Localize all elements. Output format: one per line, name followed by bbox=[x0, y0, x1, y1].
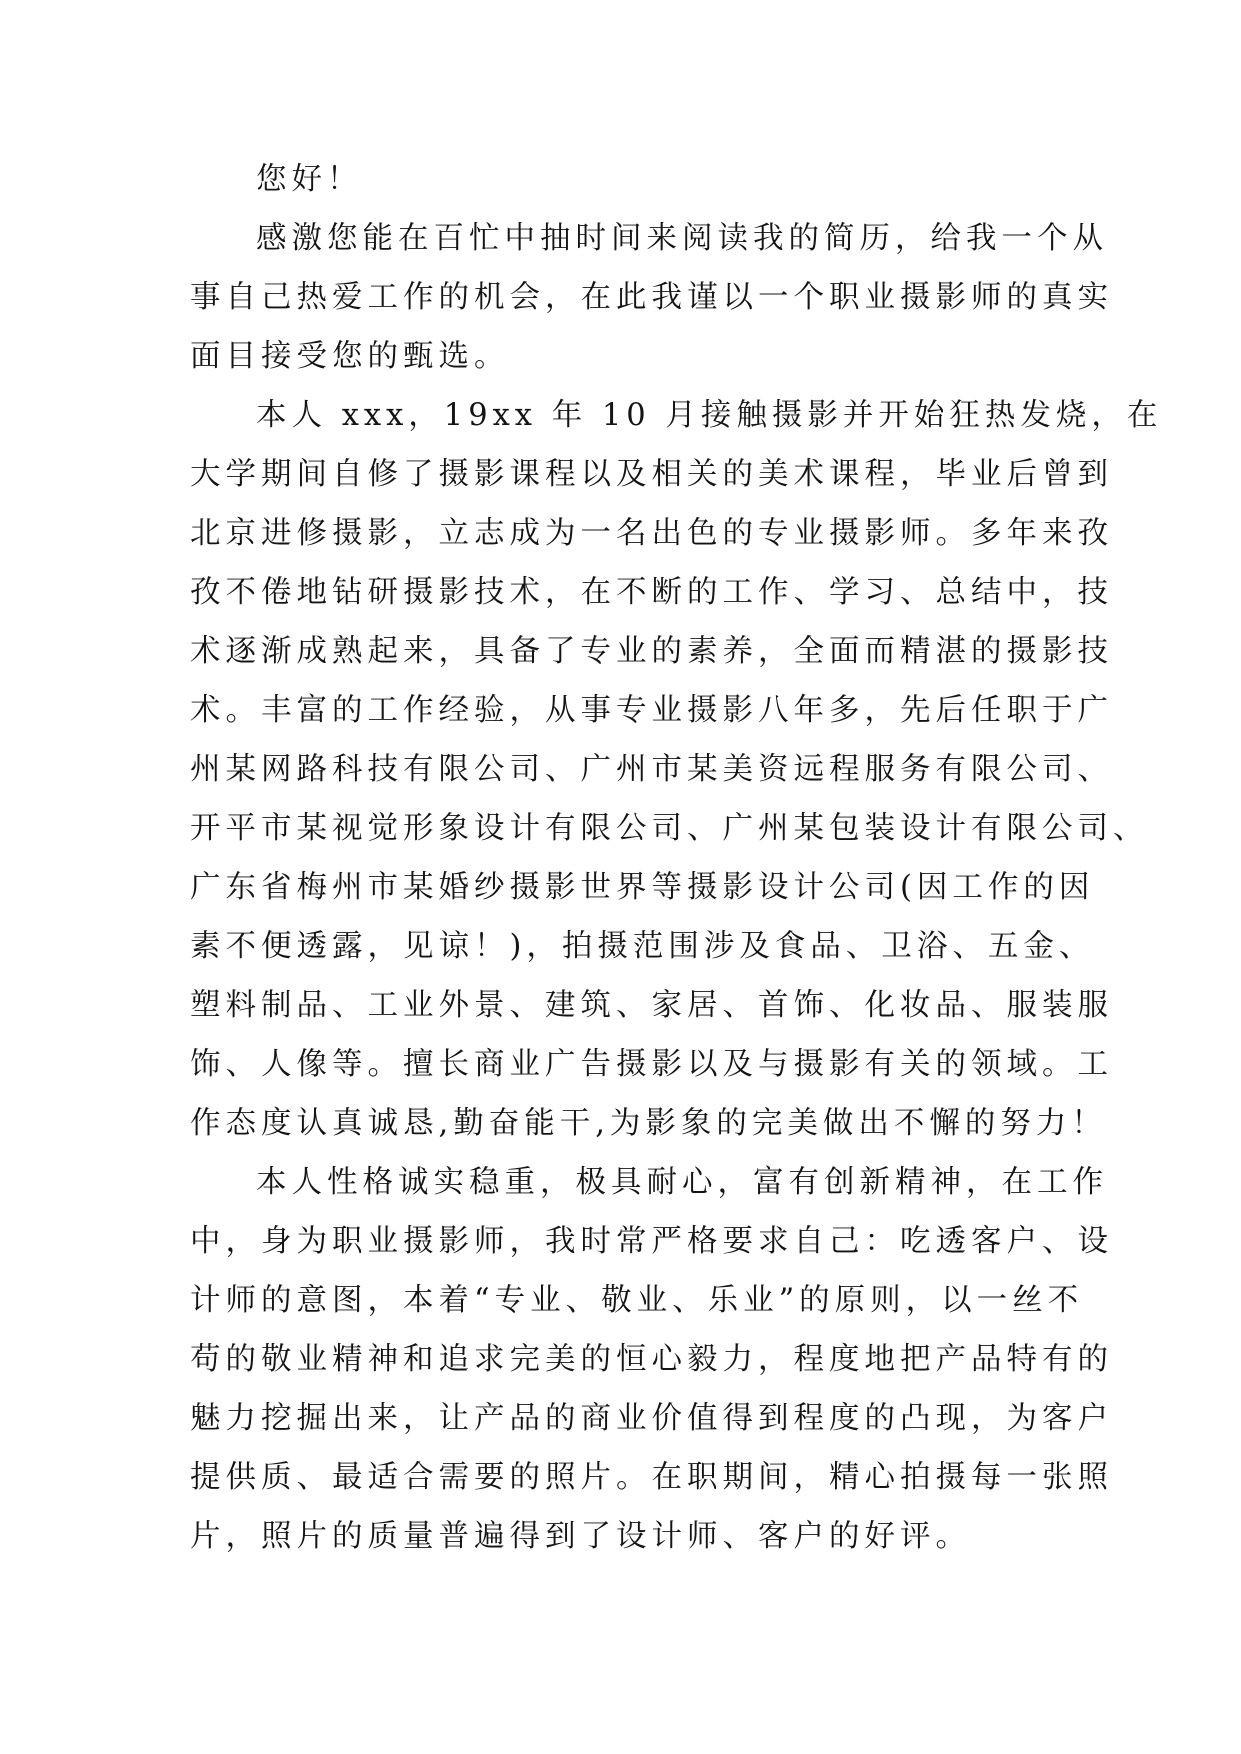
text-line: 大学期间自修了摄影课程以及相关的美术课程，毕业后曾到 bbox=[190, 457, 1113, 492]
text-line: 素不便透露，见谅！)，拍摄范围涉及食品、卫浴、五金、 bbox=[190, 929, 1095, 964]
text-line: 术。丰富的工作经验，从事专业摄影八年多，先后任职于广 bbox=[190, 693, 1113, 728]
text-line: 感激您能在百忙中抽时间来阅读我的简历，给我一个从 bbox=[256, 221, 1108, 256]
text-line: 州某网路科技有限公司、广州市某美资远程服务有限公司、 bbox=[190, 752, 1113, 787]
text-line: 计师的意图，本着“专业、敬业、乐业”的原则，以一丝不 bbox=[190, 1283, 1084, 1318]
paragraph-3 bbox=[190, 1153, 1113, 1566]
text-line: 孜不倦地钻研摄影技术，在不断的工作、学习、总结中，技 bbox=[190, 575, 1113, 610]
text-line: 提供质、最适合需要的照片。在职期间，精心拍摄每一张照 bbox=[190, 1460, 1113, 1495]
text-line: 本人性格诚实稳重，极具耐心，富有创新精神，在工作 bbox=[256, 1165, 1108, 1200]
text-line: 饰、人像等。擅长商业广告摄影以及与摄影有关的领域。工 bbox=[190, 1047, 1113, 1082]
text-line: 面目接受您的甄选。 bbox=[190, 339, 510, 374]
paragraph-1 bbox=[190, 209, 1113, 386]
text-line: 开平市某视觉形象设计有限公司、广州某包装设计有限公司、 bbox=[190, 811, 1149, 846]
paragraph-2 bbox=[190, 386, 1163, 1153]
text-line: 作态度认真诚恳,勤奋能干,为影象的完美做出不懈的努力！ bbox=[190, 1106, 1107, 1141]
letter-body bbox=[190, 150, 1163, 1566]
text-line: 本人 xxx，19xx 年 10 月接触摄影并开始狂热发烧，在 bbox=[256, 398, 1163, 433]
text-line: 事自己热爱工作的机会，在此我谨以一个职业摄影师的真实 bbox=[190, 280, 1113, 315]
text-line: 苟的敬业精神和追求完美的恒心毅力，程度地把产品特有的 bbox=[190, 1342, 1113, 1377]
greeting: 您好！ bbox=[256, 162, 363, 197]
text-line: 中，身为职业摄影师，我时常严格要求自己：吃透客户、设 bbox=[190, 1224, 1113, 1259]
text-line: 北京进修摄影，立志成为一名出色的专业摄影师。多年来孜 bbox=[190, 516, 1113, 551]
text-line: 广东省梅州市某婚纱摄影世界等摄影设计公司(因工作的因 bbox=[190, 870, 1095, 905]
text-line: 魅力挖掘出来，让产品的商业价值得到程度的凸现，为客户 bbox=[190, 1401, 1113, 1436]
text-line: 塑料制品、工业外景、建筑、家居、首饰、化妆品、服装服 bbox=[190, 988, 1113, 1023]
text-line: 术逐渐成熟起来，具备了专业的素养，全面而精湛的摄影技 bbox=[190, 634, 1113, 669]
text-line: 片，照片的质量普遍得到了设计师、客户的好评。 bbox=[190, 1519, 971, 1554]
